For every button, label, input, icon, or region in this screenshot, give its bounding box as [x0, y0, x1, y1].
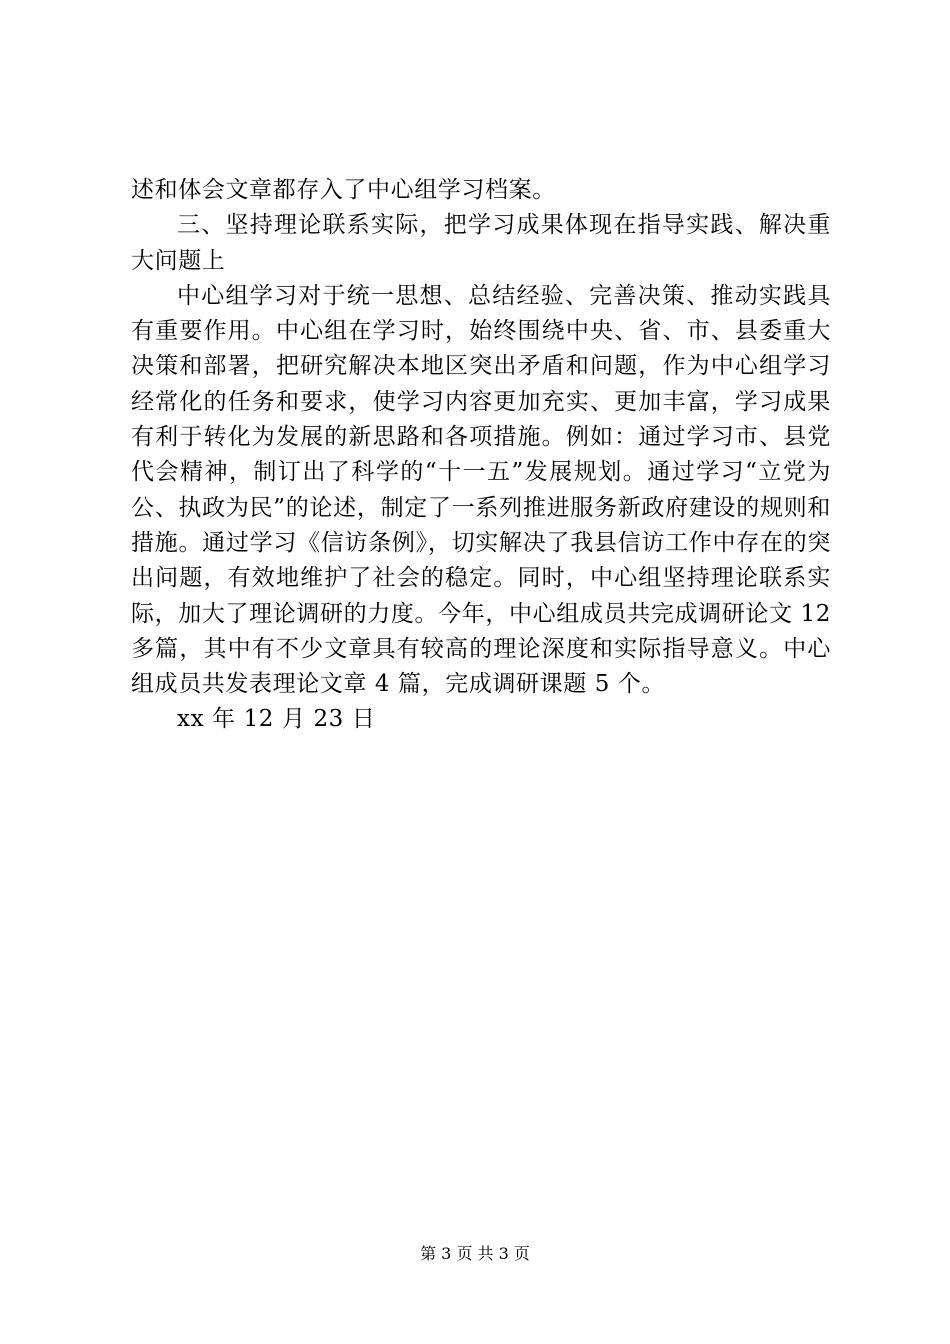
paragraph-continuation: 述和体会文章都存入了中心组学习档案。: [131, 177, 556, 203]
page-number-label: 第 3 页 共 3 页: [420, 1244, 530, 1263]
section-heading: 三、坚持理论联系实际，把学习成果体现在指导实践、解决重大问题上: [131, 212, 831, 274]
page-footer: [0, 1244, 950, 1264]
document-date: xx 年 12 月 23 日: [177, 706, 376, 733]
paragraph-body: 中心组学习对于统一思想、总结经验、完善决策、推动实践具有重要作用。中心组在学习时，始终围绕中央、省、市、县委重大决策和部署，把研究解决本地区突出矛盾和问题，作为中心组学习经常化的任务和要求，使学习内容更加充实、更加丰富，学习成果有利于转化为发展的新思路和各项措施。例如：通过学习市、县党代会精神，制订出了科学的“十一五”发展规划。通过学习“立党为公、执政为民”的论述，制定了一系列推进服务新政府建设的规则和措施。通过学习《信访条例》，切实解决了我县信访工作中存在的突出问题，有效地维护了社会的稳定。同时，中心组坚持理论联系实际，加大了理论调研的力度。今年，中心组成员共完成调研论文 12 多篇，其中有不少文章具有较高的理论深度和实际指导意义。中心组成员共发表理论文章 4 篇，完成调研课题 5 个。: [131, 282, 831, 698]
document-body: [131, 173, 831, 738]
